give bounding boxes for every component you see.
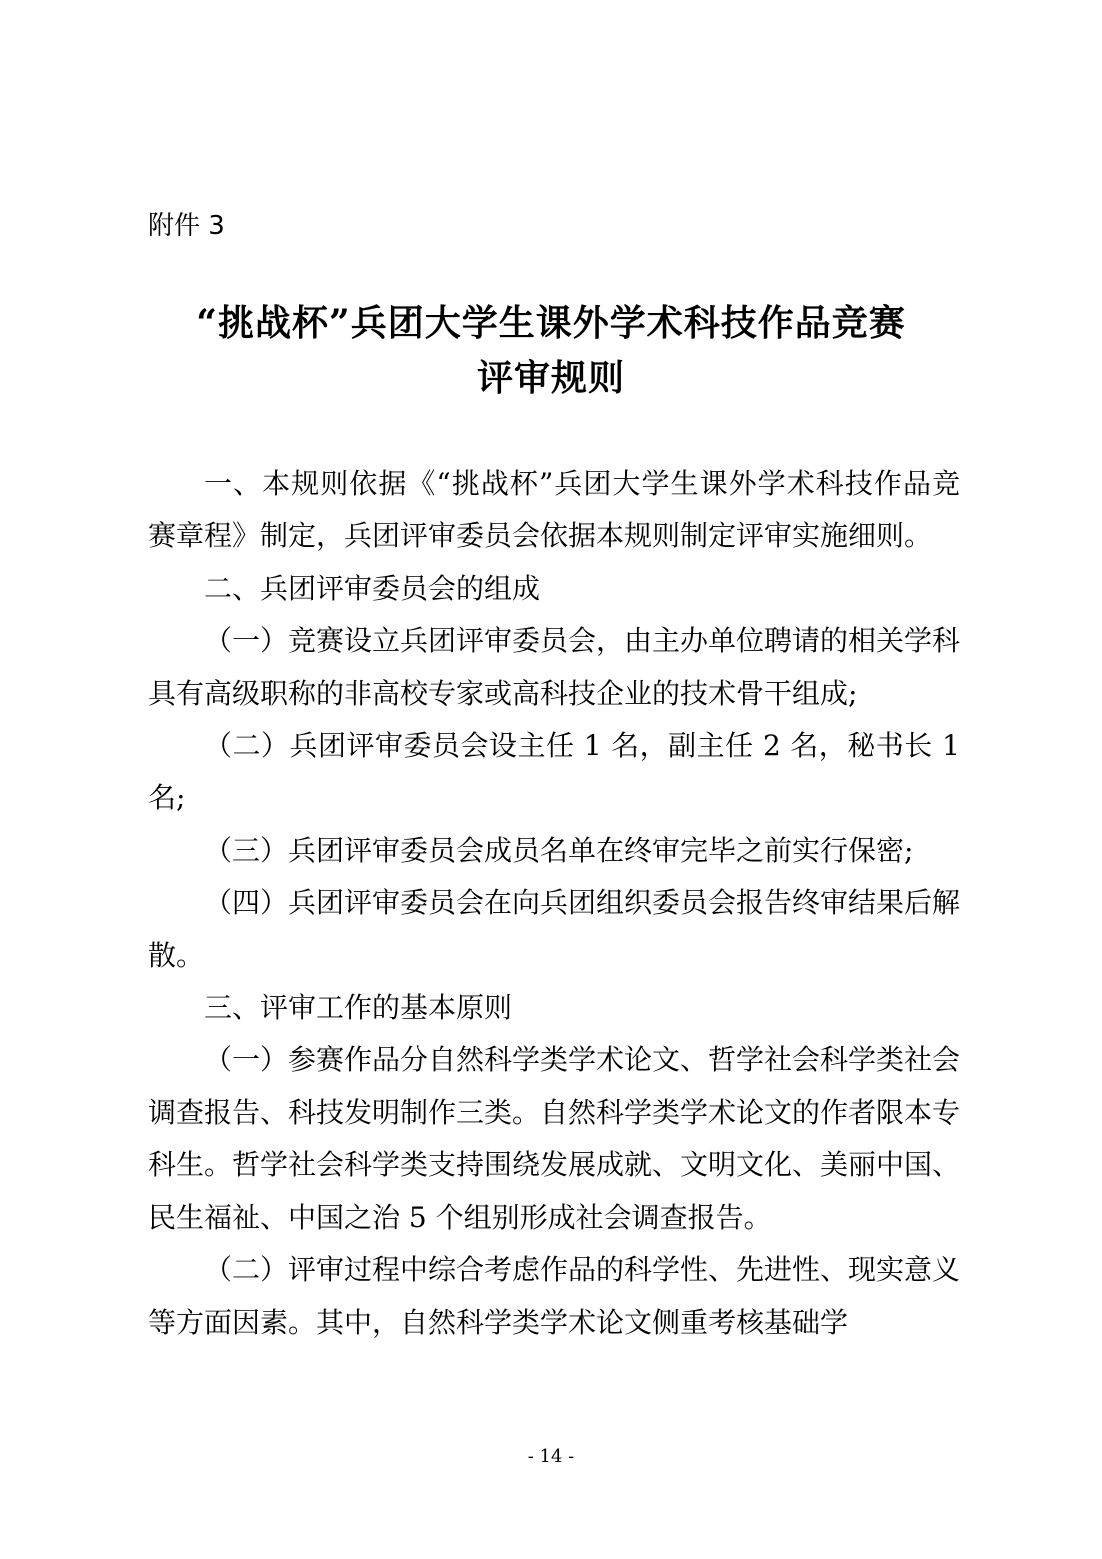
paragraph-committee-2: （二）兵团评审委员会设主任 1 名，副主任 2 名，秘书长 1 名; <box>148 729 960 815</box>
paragraph-principles-1: （一）参赛作品分自然科学类学术论文、哲学社会科学类社会调查报告、科技发明制作三类。自然科学类学术论文的作者限本专科生。哲学社会科学类支持围绕发展成就、文明文化、美丽中国、民生福祉、中国之治 5 个组别形成社会调查报告。 <box>148 1043 961 1234</box>
document-body <box>148 458 960 1349</box>
paragraph-committee-4: （四）兵团评审委员会在向兵团组织委员会报告终审结果后解散。 <box>148 886 961 972</box>
title-line-1: “挑战杯”兵团大学生课外学术科技作品竞赛 <box>196 302 906 344</box>
page-number: - 14 - <box>527 1446 575 1467</box>
title-line-2: 评审规则 <box>476 357 625 399</box>
paragraph-committee-3: （三）兵团评审委员会成员名单在终审完毕之前实行保密; <box>204 833 914 867</box>
document-title <box>100 296 1002 406</box>
paragraph-committee-1: （一）竞赛设立兵团评审委员会，由主办单位聘请的相关学科具有高级职称的非高校专家或高科技企业的技术骨干组成; <box>148 624 961 710</box>
paragraph-principles-2: （二）评审过程中综合考虑作品的科学性、先进性、现实意义等方面因素。其中，自然科学类学术论文侧重考核基础学 <box>148 1253 961 1339</box>
section-heading-principles: 三、评审工作的基本原则 <box>204 991 513 1025</box>
paragraph-basis: 一、本规则依据《“挑战杯”兵团大学生课外学术科技作品竞赛章程》制定，兵团评审委员会依据本规则制定评审实施细则。 <box>148 467 960 553</box>
attachment-label: 附件 3 <box>148 211 225 241</box>
section-heading-committee: 二、兵团评审委员会的组成 <box>204 571 541 605</box>
